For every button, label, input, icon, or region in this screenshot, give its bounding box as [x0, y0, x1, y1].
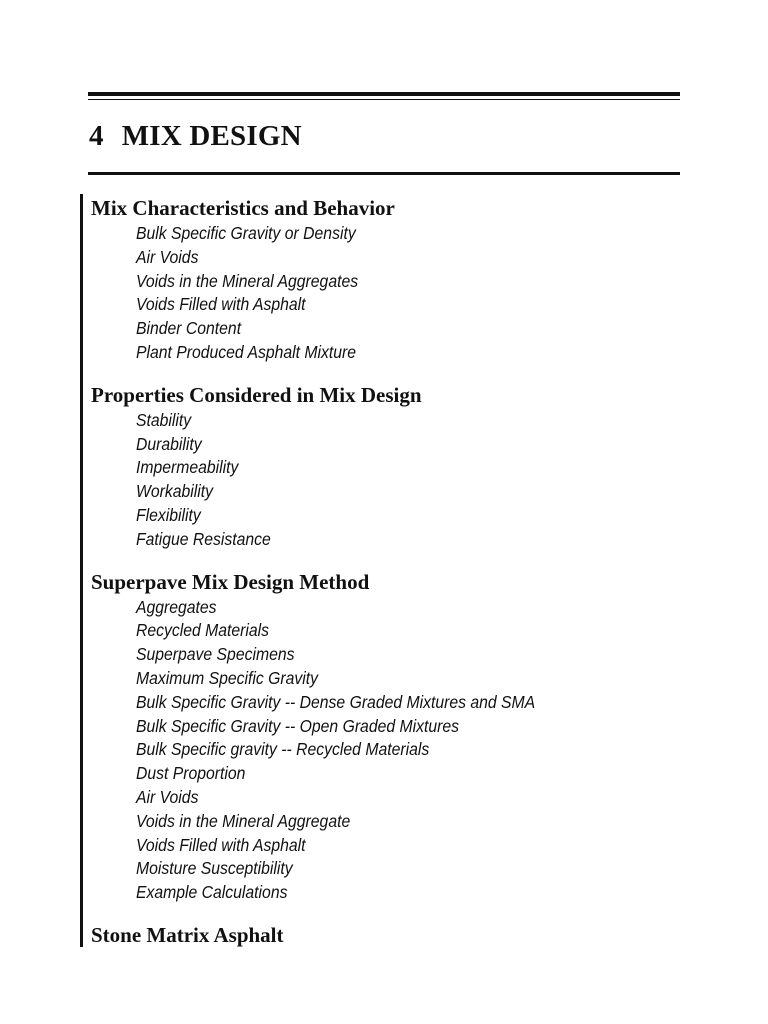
title-underline-rule: [88, 172, 680, 175]
section-superpave: [91, 568, 691, 905]
table-of-contents: [91, 194, 691, 949]
chapter-title: [89, 118, 302, 154]
topic-list: [91, 222, 691, 365]
header-rule-thick: [88, 92, 680, 96]
topic-item: Plant Produced Asphalt Mixture: [136, 341, 357, 362]
topic-list: [91, 409, 691, 552]
topic-item: Bulk Specific Gravity -- Dense Graded Mixtures and SMA: [136, 691, 536, 712]
section-title: Stone Matrix Asphalt: [91, 922, 284, 947]
topic-item: Voids in the Mineral Aggregate: [136, 810, 351, 831]
topic-item: Stability: [136, 409, 192, 430]
topic-item: Durability: [136, 433, 202, 454]
section-title: Mix Characteristics and Behavior: [91, 196, 395, 220]
header-rule-thin: [88, 99, 680, 100]
chapter-number: 4: [89, 120, 104, 152]
topic-item: Bulk Specific Gravity -- Open Graded Mixtures: [136, 715, 459, 736]
section-title: Properties Considered in Mix Design: [91, 382, 422, 407]
topic-item: Voids Filled with Asphalt: [136, 294, 306, 315]
topic-item: Impermeability: [136, 457, 239, 478]
chapter-title-text: MIX DESIGN: [121, 120, 302, 152]
section-title: Superpave Mix Design Method: [91, 569, 370, 594]
topic-item: Fatigue Resistance: [136, 528, 271, 549]
topic-item: Voids Filled with Asphalt: [136, 834, 306, 855]
topic-item: Bulk Specific gravity -- Recycled Materials: [136, 739, 430, 760]
topic-item: Binder Content: [136, 318, 242, 339]
topic-item: Flexibility: [136, 504, 201, 525]
topic-item: Recycled Materials: [136, 620, 270, 641]
topic-item: Moisture Susceptibility: [136, 858, 293, 879]
topic-item: Dust Proportion: [136, 763, 246, 784]
topic-item: Superpave Specimens: [136, 644, 295, 665]
topic-list: [91, 596, 691, 905]
topic-item: Example Calculations: [136, 882, 288, 903]
section-mix-characteristics: [91, 194, 691, 365]
topic-item: Voids in the Mineral Aggregates: [136, 270, 359, 291]
topic-item: Workability: [136, 481, 214, 502]
section-stone-matrix-asphalt: [91, 921, 691, 949]
section-properties: [91, 381, 691, 552]
topic-item: Air Voids: [136, 246, 199, 267]
topic-item: Bulk Specific Gravity or Density: [136, 223, 356, 243]
topic-item: Maximum Specific Gravity: [136, 667, 319, 688]
topic-item: Aggregates: [136, 596, 217, 617]
topic-item: Air Voids: [136, 786, 199, 807]
change-bar: [80, 194, 83, 947]
